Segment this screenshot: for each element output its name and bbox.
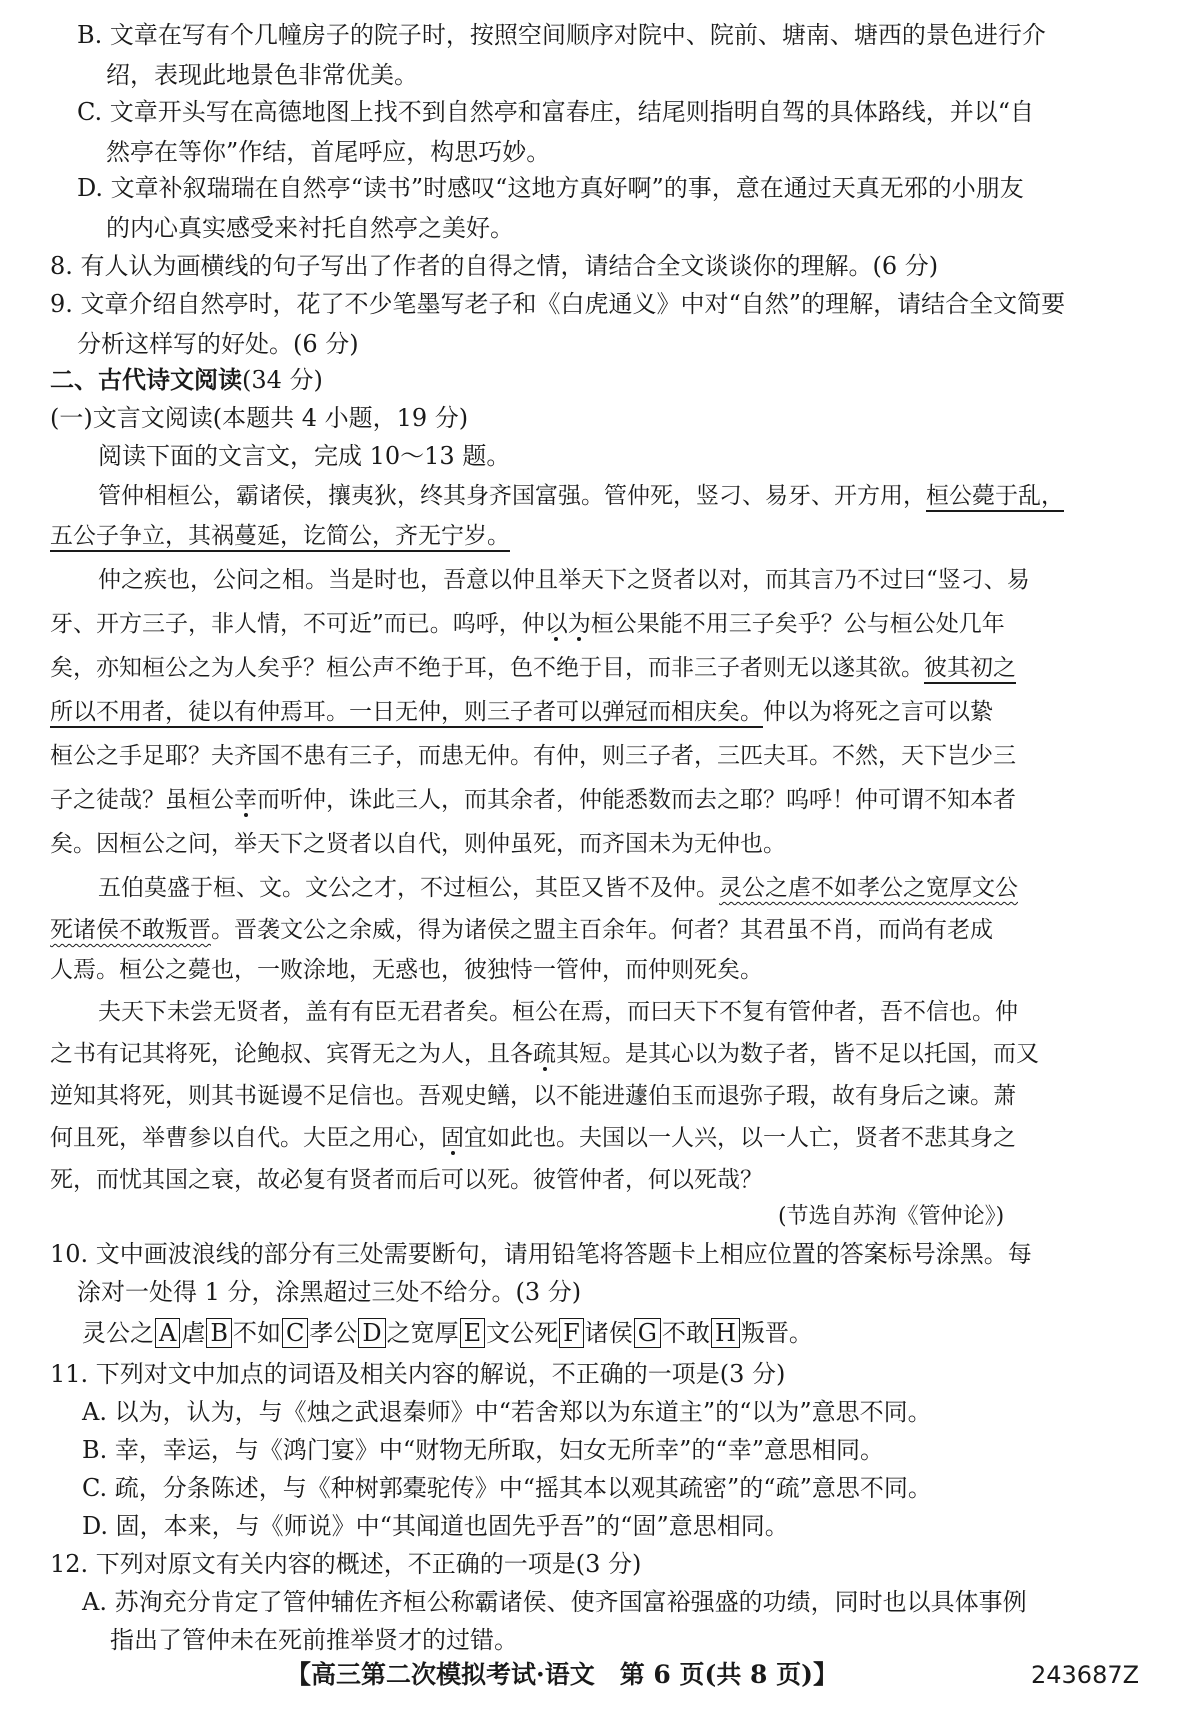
q7-option-b-line2: 绍，表现此地景色非常优美。 xyxy=(106,61,418,89)
segment-text: 文公死 xyxy=(486,1319,559,1347)
question-9-line2: 分析这样写的好处。(6 分) xyxy=(77,330,359,358)
dotted-word: 为 xyxy=(567,611,591,637)
underlined-sentence: 所以不用者，徒以有仲焉耳。一日无仲，则三子者可以弹冠而相庆矣。 xyxy=(50,699,763,725)
segment-text: 之宽厚 xyxy=(386,1319,459,1347)
question-11-option-c: C. 疏，分条陈述，与《种树郭橐驼传》中“摇其本以观其疏密”的“疏”意思不同。 xyxy=(82,1474,932,1502)
wavy-underlined-text: 死诸侯不敢叛晋 xyxy=(50,917,211,943)
segment-text: 不如 xyxy=(232,1319,281,1347)
question-10-line1: 10. 文中画波浪线的部分有三处需要断句，请用铅笔将答题卡上相应位置的答案标号涂黑。每 xyxy=(50,1240,1032,1268)
passage-text: 桓公果能不用三子矣乎？公与桓公处几年 xyxy=(590,611,1005,637)
dotted-word: 幸 xyxy=(234,787,257,813)
question-10-segmentation xyxy=(82,1313,813,1353)
q7-option-d-line1: D. 文章补叙瑞瑞在自然亭“读书”时感叹“这地方真好啊”的事，意在通过天真无邪的小朋友 xyxy=(77,174,1024,202)
question-8: 8. 有人认为画横线的句子写出了作者的自得之情，请结合全文谈谈你的理解。(6 分) xyxy=(50,252,939,280)
answer-box-c: C xyxy=(282,1318,308,1348)
footer-code: 243687Z xyxy=(1031,1661,1140,1689)
dotted-word: 固 xyxy=(441,1125,464,1151)
answer-box-a: A xyxy=(155,1318,180,1348)
question-11-option-a: A. 以为，认为，与《烛之武退秦师》中“若舍郑以为东道主”的“以为”意思不同。 xyxy=(82,1398,932,1426)
passage-p4-line3: 逆知其将死，则其书诞谩不足信也。吾观史鳝，以不能进蘧伯玉而退弥子瑕，故有身后之谏。萧 xyxy=(50,1083,1016,1109)
underlined-sentence: 五公子争立，其祸蔓延，讫简公，齐无宁岁。 xyxy=(50,523,510,549)
answer-box-b: B xyxy=(206,1318,232,1348)
passage-p2-line7: 矣。因桓公之问，举天下之贤者以自代，则仲虽死，而齐国未为无仲也。 xyxy=(50,831,786,857)
segment-text: 孝公 xyxy=(309,1319,358,1347)
passage-text: 其短。是其心以为数子者，皆不足以托国，而又 xyxy=(556,1041,1039,1067)
segment-text: 灵公之 xyxy=(82,1319,154,1347)
question-11-option-d: D. 固，本来，与《师说》中“其闻道也固先乎吾”的“固”意思相同。 xyxy=(82,1512,789,1540)
passage-source: (节选自苏洵《管仲论》) xyxy=(778,1204,1005,1229)
dotted-word: 以 xyxy=(544,611,568,637)
q7-option-b-line1: B. 文章在写有个几幢房子的院子时，按照空间顺序对院中、院前、塘南、塘西的景色进行介 xyxy=(77,21,1046,49)
question-10-line2: 涂对一处得 1 分，涂黑超过三处不给分。(3 分) xyxy=(77,1278,582,1306)
answer-box-g: G xyxy=(634,1318,661,1348)
segment-text: 叛晋。 xyxy=(740,1319,813,1347)
passage-text: 。晋袭文公之余威，得为诸侯之盟主百余年。何者？其君虽不肖，而尚有老成 xyxy=(211,917,993,943)
passage-p4-line5: 死，而忧其国之衰，故必复有贤者而后可以死。彼管仲者，何以死哉？ xyxy=(50,1167,763,1193)
passage-text: 何且死，举曹参以自代。大臣之用心， xyxy=(50,1125,441,1151)
reading-instruction: 阅读下面的文言文，完成 10～13 题。 xyxy=(98,442,511,470)
question-9-line1: 9. 文章介绍自然亭时，花了不少笔墨写老子和《白虎通义》中对“自然”的理解，请结合全文简要 xyxy=(50,290,1066,318)
underlined-sentence: 桓公薨于乱， xyxy=(926,483,1064,509)
underlined-sentence: 彼其初之 xyxy=(924,655,1016,681)
segment-text: 虐 xyxy=(181,1319,206,1347)
passage-text: 子之徒哉？虽桓公 xyxy=(50,787,234,813)
question-12-option-a-line2: 指出了管仲未在死前推举贤才的过错。 xyxy=(110,1626,518,1654)
passage-p3-line3: 人焉。桓公之薨也，一败涂地，无惑也，彼独恃一管仲，而仲则死矣。 xyxy=(50,957,763,983)
passage-text: 仲以为将死之言可以絷 xyxy=(763,699,993,725)
question-11-option-b: B. 幸，幸运，与《鸿门宴》中“财物无所取，妇女无所幸”的“幸”意思相同。 xyxy=(82,1436,884,1464)
q7-option-d-line2: 的内心真实感受来衬托自然亭之美好。 xyxy=(106,214,514,242)
section-2-title: 二、古代诗文阅读 xyxy=(50,365,242,394)
page-footer xyxy=(0,1655,1200,1695)
question-12-stem: 12. 下列对原文有关内容的概述，不正确的一项是(3 分) xyxy=(50,1550,642,1578)
question-11-stem: 11. 下列对文中加点的词语及相关内容的解说，不正确的一项是(3 分) xyxy=(50,1360,786,1388)
answer-box-e: E xyxy=(460,1318,486,1348)
dotted-word: 疏 xyxy=(533,1041,556,1067)
passage-text: 之书有记其将死，论鲍叔、宾胥无之为人，且各 xyxy=(50,1041,533,1067)
answer-box-f: F xyxy=(559,1318,584,1348)
answer-box-d: D xyxy=(358,1318,385,1348)
segment-text: 诸侯 xyxy=(584,1319,633,1347)
answer-box-h: H xyxy=(711,1318,740,1348)
q7-option-c-line1: C. 文章开头写在高德地图上找不到自然亭和富春庄，结尾则指明自驾的具体路线，并以“自 xyxy=(77,98,1035,126)
section-2-points: (34 分) xyxy=(242,366,323,394)
passage-text: 矣，亦知桓公之为人矣乎？桓公声不绝于耳，色不绝于目，而非三子者则无以遂其欲。 xyxy=(50,655,924,681)
subsection-1-title: (一)文言文阅读(本题共 4 小题，19 分) xyxy=(50,404,469,432)
wavy-underlined-text: 灵公之虐不如孝公之宽厚文公 xyxy=(719,875,1018,901)
passage-text: 而听仲，诛此三人，而其余者，仲能悉数而去之耶？呜呼！仲可谓不知本者 xyxy=(257,787,1016,813)
passage-p2-line5: 桓公之手足耶？夫齐国不患有三子，而患无仲。有仲，则三子者，三匹夫耳。不然，天下岂少三 xyxy=(50,743,1016,769)
footer-exam-info: 【高三第二次模拟考试·语文 第 6 页(共 8 页)】 xyxy=(286,1660,838,1689)
q7-option-c-line2: 然亭在等你”作结，首尾呼应，构思巧妙。 xyxy=(106,138,551,166)
passage-text: 五伯莫盛于桓、文。文公之才，不过桓公，其臣又皆不及仲。 xyxy=(98,875,719,901)
passage-p2-line1: 仲之疾也，公问之相。当是时也，吾意以仲且举天下之贤者以对，而其言乃不过曰“竖刁、易 xyxy=(98,567,1030,593)
passage-p4-line1: 夫天下未尝无贤者，盖有有臣无君者矣。桓公在焉，而曰天下不复有管仲者，吾不信也。仲 xyxy=(98,999,1018,1025)
passage-text: 宜如此也。夫国以一人兴，以一人亡，贤者不悲其身之 xyxy=(464,1125,1016,1151)
passage-text: 牙、开方三子，非人情，不可近”而已。呜呼，仲 xyxy=(50,611,545,637)
passage-text: 管仲相桓公，霸诸侯，攘夷狄，终其身齐国富强。管仲死，竖刁、易牙、开方用， xyxy=(98,483,926,509)
segment-text: 不敢 xyxy=(661,1319,710,1347)
question-12-option-a-line1: A. 苏洵充分肯定了管仲辅佐齐桓公称霸诸侯、使齐国富裕强盛的功绩，同时也以具体事例 xyxy=(82,1588,1027,1616)
